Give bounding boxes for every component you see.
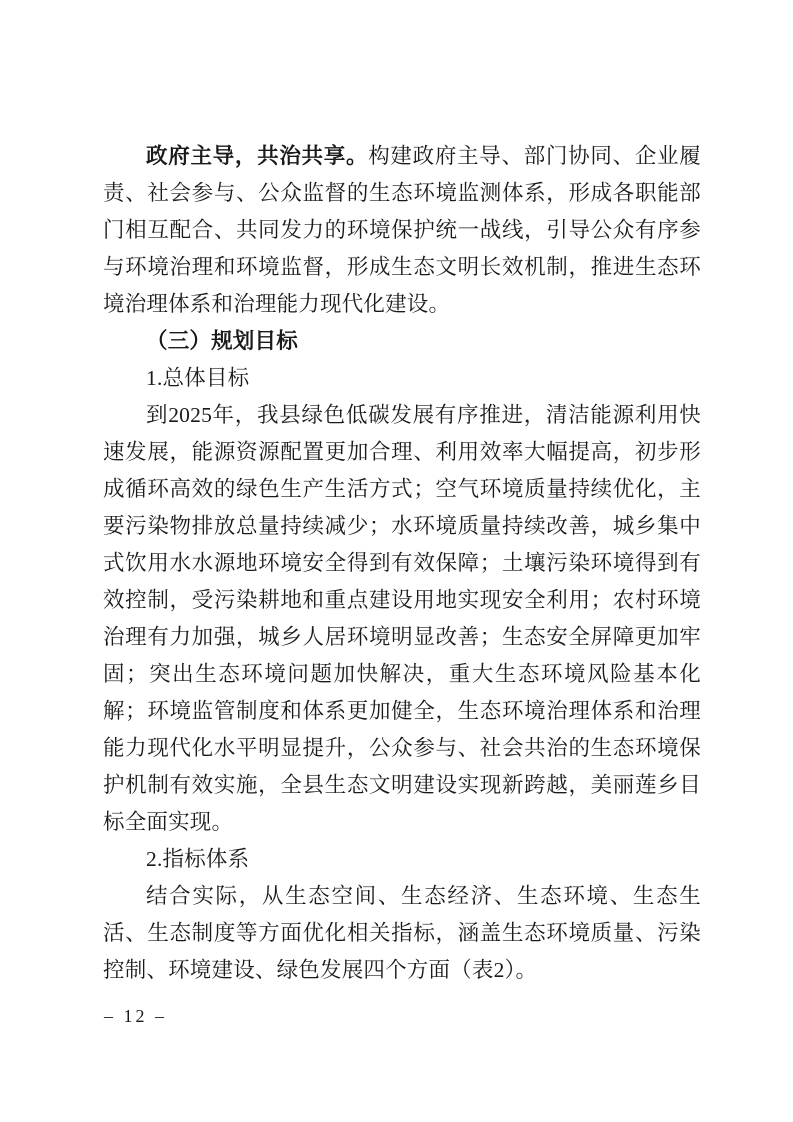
- paragraph-guiding-principle: [103, 138, 701, 323]
- paragraph-lead-body: 构建政府主导、部门协同、企业履责、社会参与、公众监督的生态环境监测体系，形成各职能部门相互配合、共同发力的环境保护统一战线，引导公众有序参与环境治理和环境监督，形成生态文明长效机制，推进生态环境治理体系和治理能力现代化建设。: [103, 144, 701, 316]
- subsection-title-indicator-system: 2.指标体系: [146, 847, 250, 871]
- paragraph-lead-bold: 政府主导，共治共享。: [146, 144, 369, 168]
- subsection-title-overall-goal: 1.总体目标: [146, 366, 250, 390]
- paragraph-overall-goal: 到2025年，我县绿色低碳发展有序推进，清洁能源利用快速发展，能源资源配置更加合理、利用效率大幅提高，初步形成循环高效的绿色生产生活方式；空气环境质量持续优化，主要污染物排放总量持续减少；水环境质量持续改善，城乡集中式饮用水水源地环境安全得到有效保障；土壤污染环境得到有效控制，受污染耕地和重点建设用地实现安全利用；农村环境治理有力加强，城乡人居环境明显改善；生态安全屏障更加牢固；突出生态环境问题加快解决，重大生态环境风险基本化解；环境监管制度和体系更加健全，生态环境治理体系和治理能力现代化水平明显提升，公众参与、社会共治的生态环境保护机制有效实施，全县生态文明建设实现新跨越，美丽莲乡目标全面实现。: [103, 403, 701, 834]
- paragraph-indicator-system: 结合实际，从生态空间、生态经济、生态环境、生态生活、生态制度等方面优化相关指标，涵盖生态环境质量、污染控制、环境建设、绿色发展四个方面（表2）。: [103, 884, 701, 982]
- section-heading-planning-goals: （三）规划目标: [146, 329, 298, 353]
- page-number: – 12 –: [104, 1006, 167, 1026]
- document-body: [103, 138, 701, 989]
